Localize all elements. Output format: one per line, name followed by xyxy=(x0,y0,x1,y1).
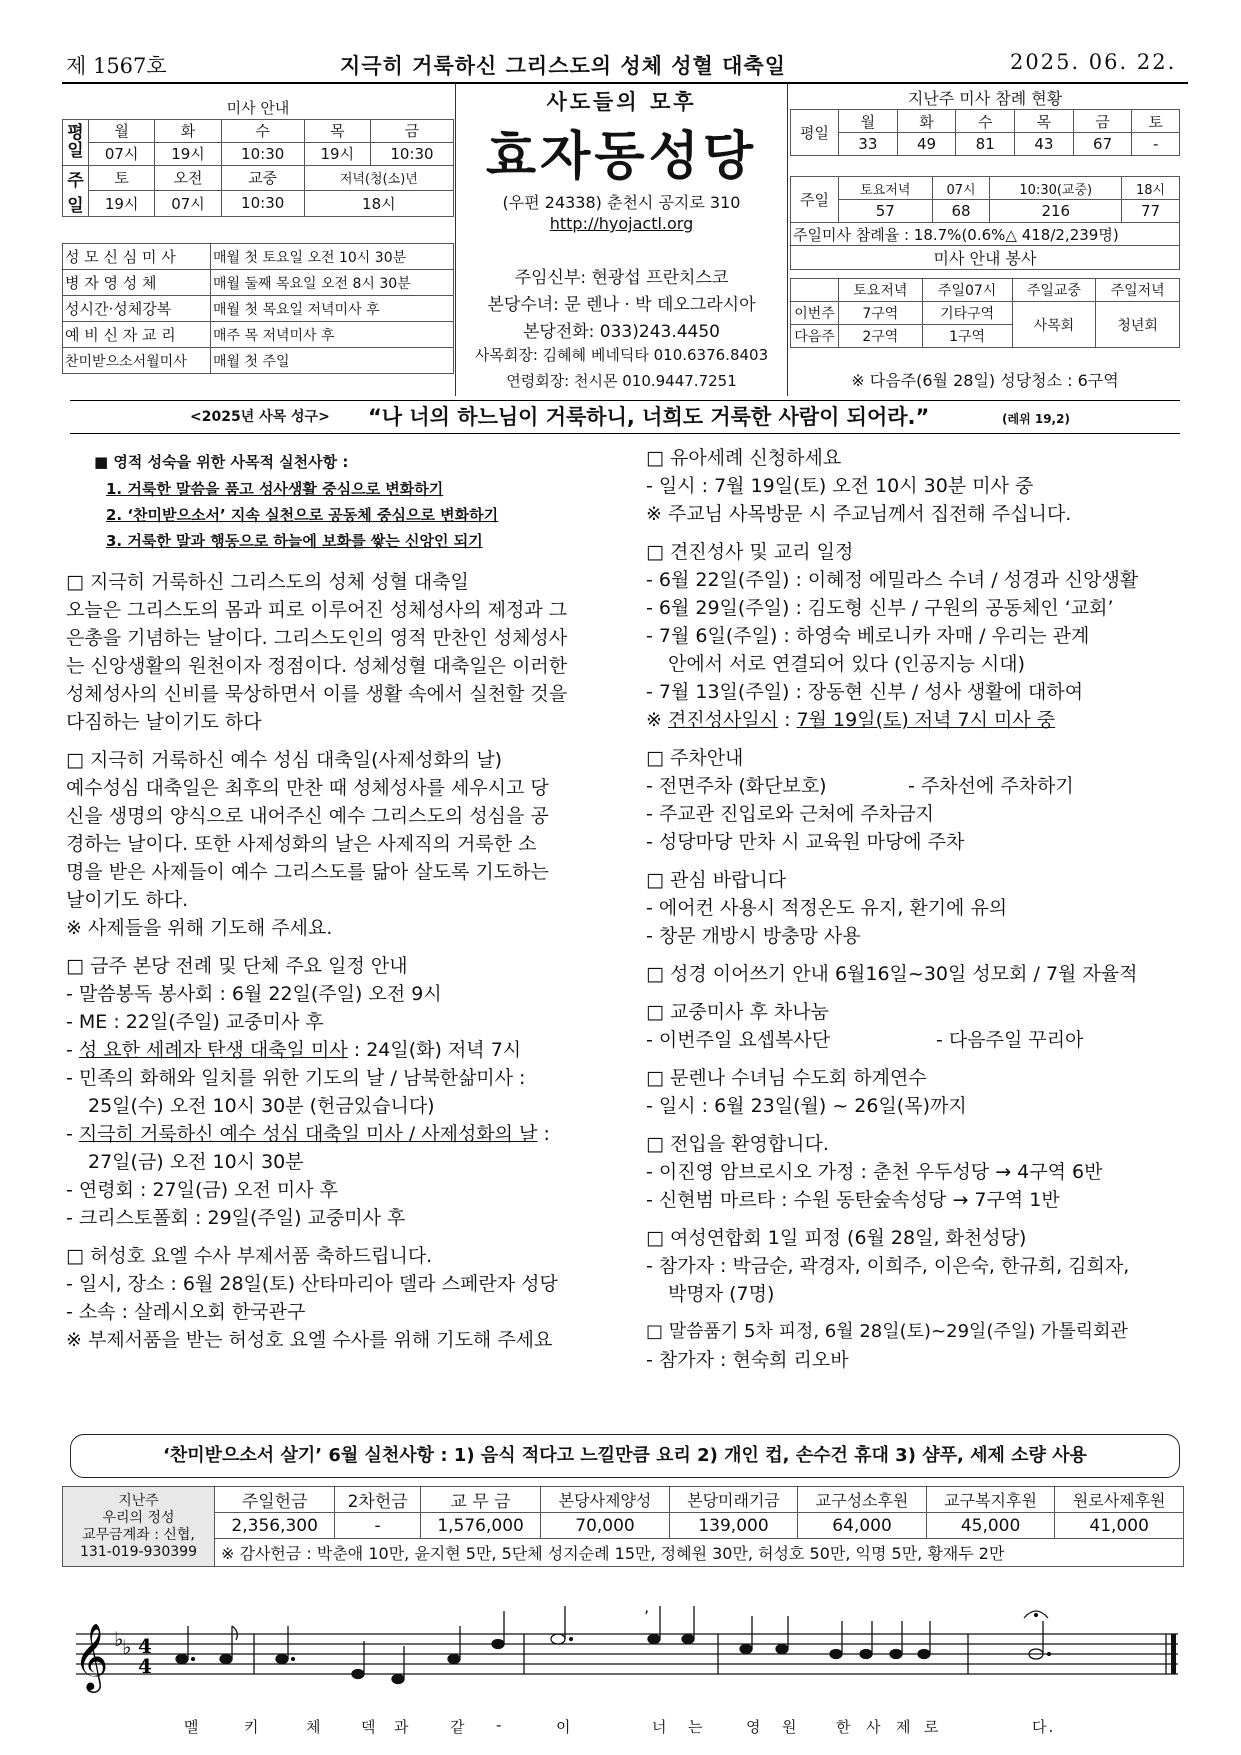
att-day: 수 xyxy=(956,110,1015,133)
parish-nuns: 본당수녀: 문 렌나 · 박 데오그라시아 xyxy=(487,295,756,315)
body-line: 25일(수) 오전 10시 30분 (헌금있습니다) xyxy=(88,1095,435,1117)
practice-item: 1. 거룩한 말씀을 품고 성사생활 중심으로 변화하기 xyxy=(106,480,444,498)
staff-lines xyxy=(76,1634,1178,1674)
service-cell: 7구역 xyxy=(839,302,923,325)
lyric-syllable: 키 xyxy=(244,1718,261,1736)
body-text: - 주차선에 주차하기 xyxy=(908,775,1074,797)
notes xyxy=(176,1606,1176,1684)
att-sunday-head: 18시 xyxy=(1122,177,1180,200)
offering-head: 교 무 금 xyxy=(420,1487,540,1513)
weekday-label: 평일 xyxy=(63,119,89,165)
section-title: □ 허성호 요엘 수사 부제서품 축하드립니다. xyxy=(66,1245,433,1267)
section-title: □ 금주 본당 전례 및 단체 주요 일정 안내 xyxy=(66,955,408,977)
body-line: - 창문 개방시 방충망 사용 xyxy=(646,925,861,947)
section-title: □ 유아세례 신청하세요 xyxy=(646,447,842,469)
section-title: □ 주차안내 xyxy=(646,747,744,769)
body-line: - ME : 22일(주일) 교중미사 후 xyxy=(66,1011,324,1033)
body-line: - 일시, 장소 : 6월 28일(토) 산타마리아 델라 스페란자 성당 xyxy=(66,1273,558,1295)
body-line: - 참가자 : 박금순, 곽경자, 이희주, 이은숙, 한규희, 김희자, xyxy=(646,1255,1130,1277)
extra-desc: 매주 목 저녁미사 후 xyxy=(211,322,454,348)
underlined-text: 지극히 거룩하신 예수 성심 대축일 미사 / 사제성화의 날 xyxy=(78,1123,538,1145)
offering-head: 본당미래기금 xyxy=(669,1487,798,1513)
practice-title: ■ 영적 성숙을 위한 사목적 실천사항 : xyxy=(94,453,349,471)
service-title: 미사 안내 봉사 xyxy=(791,246,1180,270)
att-count: 67 xyxy=(1073,133,1132,156)
body-text: - 다음주일 꾸리아 xyxy=(936,1029,1084,1051)
att-sunday-count: 77 xyxy=(1122,200,1180,223)
left-column xyxy=(66,448,616,1354)
offering-value: 139,000 xyxy=(669,1513,798,1539)
service-corner xyxy=(791,279,839,302)
body-text: ※ xyxy=(646,709,668,731)
offering-head: 교구복지후원 xyxy=(926,1487,1055,1513)
body-line: - 7월 6일(주일) : 하영숙 베로니카 자매 / 우리는 관계 xyxy=(646,625,1090,647)
offering-label-line: 131-019-930399 xyxy=(80,1543,197,1560)
lyric-syllable: 는 xyxy=(688,1718,705,1736)
body-line: 안에서 서로 연결되어 있다 (인공지능 시대) xyxy=(668,653,1026,675)
body-line: - 일시 : 7월 19일(토) 오전 10시 30분 미사 중 xyxy=(646,475,1034,497)
weekday-day: 화 xyxy=(155,119,221,142)
lyric-syllable: 원 xyxy=(782,1718,799,1736)
section-title: □ 관심 바랍니다 xyxy=(646,869,787,891)
att-sunday-head: 10:30(교중) xyxy=(990,177,1122,200)
extra-name: 성시간·성체강복 xyxy=(63,296,211,322)
section-title: □ 교중미사 후 차나눔 xyxy=(646,1001,829,1023)
body-line: - 지극히 거룩하신 예수 성심 대축일 미사 / 사제성화의 날 : xyxy=(66,1123,550,1145)
service-head: 주일교중 xyxy=(1012,279,1096,302)
body-line: 오늘은 그리스도의 몸과 피로 이루어진 성체성사의 제정과 그 xyxy=(66,599,568,621)
page-title: 지극히 거룩하신 그리스도의 성체 성혈 대축일 xyxy=(340,54,786,78)
att-count: - xyxy=(1132,133,1180,156)
att-count: 43 xyxy=(1015,133,1074,156)
section-title: □ 지극히 거룩하신 그리스도의 성체 성혈 대축일 xyxy=(66,571,469,593)
attendance-table xyxy=(790,86,1180,156)
sunday-head: 저녁(청(소)년 xyxy=(304,165,453,191)
lyric-syllable: 한 xyxy=(836,1718,853,1736)
section-title: □ 여성연합회 1일 피정 (6월 28일, 화천성당) xyxy=(646,1227,1027,1249)
body-line: - 에어컨 사용시 적정온도 유지, 환기에 유의 xyxy=(646,897,1008,919)
offering-head: 주일헌금 xyxy=(215,1487,335,1513)
body-line: ※ 주교님 사목방문 시 주교님께서 집전해 주십니다. xyxy=(646,503,1072,525)
treble-clef-icon: 𝄞 xyxy=(74,1622,109,1690)
parish-elders: 연령회장: 천시몬 010.9447.7251 xyxy=(506,372,737,390)
sunday-time: 19시 xyxy=(89,191,155,217)
extra-name: 성 모 신 심 미 사 xyxy=(63,244,211,270)
body-line: ※ 부제서품을 받는 허성호 요엘 수사를 위해 기도해 주세요 xyxy=(66,1329,553,1351)
service-cell: 1구역 xyxy=(922,325,1012,348)
underlined-text: 7월 19일(토) 저녁 7시 미사 중 xyxy=(796,709,1056,731)
practice-item: 3. 거룩한 말과 행동으로 하늘에 보화를 쌓는 신앙인 되기 xyxy=(106,532,483,550)
body-line: 예수성심 대축일은 최후의 만찬 때 성체성사를 세우시고 당 xyxy=(66,777,549,799)
offering-head: 본당사제양성 xyxy=(541,1487,670,1513)
att-sunday-count: 68 xyxy=(932,200,990,223)
lyric-syllable: 멜 xyxy=(184,1718,201,1736)
sunday-time: 18시 xyxy=(304,191,453,217)
section-title: □ 전입을 환영합니다. xyxy=(646,1133,829,1155)
extra-name: 병 자 영 성 체 xyxy=(63,270,211,296)
body-line xyxy=(646,706,1186,734)
service-head: 토요저녁 xyxy=(839,279,923,302)
flat-sign-icon: ♭ xyxy=(122,1635,132,1659)
body-line: 날이기도 하다. xyxy=(66,889,189,911)
offering-label-line: 지난주 xyxy=(118,1492,159,1509)
service-table xyxy=(790,278,1180,348)
offering-value: 2,356,300 xyxy=(215,1513,335,1539)
att-sunday-count: 57 xyxy=(839,200,933,223)
body-text: - 이번주일 요셉복사단 xyxy=(646,1029,831,1051)
parish-phone: 본당전화: 033)243.4450 xyxy=(522,322,720,342)
body-line: - 성 요한 세례자 탄생 대축일 미사 : 24일(화) 저녁 7시 xyxy=(66,1039,522,1061)
mass-guide-title: 미사 안내 xyxy=(63,96,454,119)
body-text: : 24일(화) 저녁 7시 xyxy=(347,1039,522,1061)
section-title: □ 견진성사 및 교리 일정 xyxy=(646,541,854,563)
lyric-syllable: 덱 xyxy=(361,1718,378,1736)
weekday-day: 목 xyxy=(304,119,370,142)
att-day: 월 xyxy=(839,110,898,133)
offering-table xyxy=(62,1486,1184,1567)
att-count: 81 xyxy=(956,133,1015,156)
motto-label: <2025년 사목 성구> xyxy=(190,409,330,425)
attendance-title: 지난주 미사 참례 현황 xyxy=(791,86,1180,110)
motto-ref: (레위 19,2) xyxy=(1002,412,1070,426)
attendance-rate: 주일미사 참례율 : 18.7%(0.6%△ 418/2,239명) xyxy=(791,223,1180,246)
offering-label-line: 우리의 정성 xyxy=(102,1509,175,1526)
service-merged: 청년회 xyxy=(1096,302,1180,348)
body-line: - 참가자 : 현숙희 리오바 xyxy=(646,1349,849,1371)
lyric-syllable: 이 xyxy=(556,1718,573,1736)
section-title: □ 말씀품기 5차 피정, 6월 28일(토)~29일(주일) 가톨릭회관 xyxy=(646,1321,1128,1342)
body-text: : xyxy=(537,1123,550,1145)
body-line: - 이진영 암브로시오 가정 : 춘천 우두성당 → 4구역 6반 xyxy=(646,1161,1103,1183)
flat-sign-icon: ♭ xyxy=(114,1627,124,1651)
att-sunday-label: 주일 xyxy=(791,177,839,223)
weekday-time: 10:30 xyxy=(370,142,453,165)
sunday-head: 토 xyxy=(89,165,155,191)
body-line: 박명자 (7명) xyxy=(668,1283,775,1305)
att-day: 목 xyxy=(1015,110,1074,133)
service-head: 주일저녁 xyxy=(1096,279,1180,302)
section-title: □ 지극히 거룩하신 예수 성심 대축일(사제성화의 날) xyxy=(66,749,503,771)
att-count: 33 xyxy=(839,133,898,156)
weekday-time: 10:30 xyxy=(221,142,304,165)
body-text: : xyxy=(778,709,797,731)
offering-label-line: 교무금계좌 : 신협, xyxy=(82,1526,195,1543)
breath-mark: ’ xyxy=(644,1607,650,1626)
weekday-time: 07시 xyxy=(89,142,155,165)
weekday-time: 19시 xyxy=(304,142,370,165)
time-signature: 4 xyxy=(138,1654,152,1678)
extra-desc: 매월 첫 토요일 오전 10시 30분 xyxy=(211,244,454,270)
parish-pastor: 주임신부: 현광섭 프란치스코 xyxy=(514,268,729,288)
sunday-head: 오전 xyxy=(155,165,221,191)
weekday-day: 수 xyxy=(221,119,304,142)
lyric-syllable: 다. xyxy=(1032,1718,1056,1736)
offering-value: 41,000 xyxy=(1055,1513,1184,1539)
underlined-text: 견진성사일시 xyxy=(667,709,779,731)
extra-desc: 매월 첫 주일 xyxy=(211,348,454,374)
practice-item: 2. ‘찬미받으소서’ 지속 실천으로 공동체 중심으로 변화하기 xyxy=(106,506,499,524)
sunday-head: 교중 xyxy=(221,165,304,191)
offering-head: 2차헌금 xyxy=(335,1487,421,1513)
body-line: 경하는 날이다. 또한 사제성화의 날은 사제직의 거룩한 소 xyxy=(66,833,537,855)
extra-name: 찬미받으소서월미사 xyxy=(63,348,211,374)
service-next-label: 다음주 xyxy=(791,325,839,348)
time-signature: 4 xyxy=(138,1634,152,1658)
body-line: - 소속 : 살레시오회 한국관구 xyxy=(66,1301,306,1323)
body-line: - 6월 29일(주일) : 김도형 신부 / 구원의 공동체인 ‘교회’ xyxy=(646,597,1114,619)
lyric-syllable: 영 xyxy=(746,1718,763,1736)
body-line: - 말씀봉독 봉사회 : 6월 22일(주일) 오전 9시 xyxy=(66,983,442,1005)
lyric-syllable: 같 xyxy=(450,1718,467,1736)
extra-name: 예 비 신 자 교 리 xyxy=(63,322,211,348)
lyric-syllable: 체 xyxy=(306,1718,323,1736)
issue-number: 제 1567호 xyxy=(66,54,167,78)
lyrics xyxy=(66,1716,1186,1740)
parish-council: 사목회장: 김혜혜 베네딕타 010.6376.8403 xyxy=(474,346,769,364)
offering-value: 64,000 xyxy=(798,1513,927,1539)
lyric-syllable: - xyxy=(496,1716,504,1734)
offering-value: 70,000 xyxy=(541,1513,670,1539)
offering-head: 원로사제후원 xyxy=(1055,1487,1184,1513)
att-count: 49 xyxy=(897,133,956,156)
sunday-time: 07시 xyxy=(155,191,221,217)
music-staff xyxy=(66,1596,1186,1706)
body-line: 은총을 기념하는 날이다. 그리스도인의 영적 만찬인 성체성사 xyxy=(66,627,568,649)
body-line: - 민족의 화해와 일치를 위한 기도의 날 / 남북한삶미사 : xyxy=(66,1067,526,1089)
body-line: - 주교관 진입로와 근처에 주차금지 xyxy=(646,803,934,825)
weekday-day: 월 xyxy=(89,119,155,142)
body-line: - 일시 : 6월 23일(월) ~ 26일(목)까지 xyxy=(646,1095,967,1117)
sunday-label: 주일 xyxy=(63,165,89,216)
underlined-text: 성 요한 세례자 탄생 대축일 미사 xyxy=(78,1039,348,1061)
body-line: 다짐하는 날이기도 하다 xyxy=(66,711,262,733)
offering-label xyxy=(63,1487,215,1567)
body-line: - 크리스토폴회 : 29일(주일) 교중미사 후 xyxy=(66,1207,406,1229)
body-line: 명을 받은 사제들이 예수 그리스도를 닮아 살도록 기도하는 xyxy=(66,861,549,883)
thanks-offering: ※ 감사헌금 : 박춘애 10만, 윤지현 5만, 5단체 성지순례 15만, 정혜원 30만, 허성호 50만, 익명 5만, 황재두 2만 xyxy=(215,1539,1184,1567)
lyric-syllable: 과 xyxy=(394,1718,411,1736)
lyric-syllable: 너 xyxy=(652,1718,669,1736)
mass-guide-table xyxy=(62,96,454,217)
service-cell: 2구역 xyxy=(839,325,923,348)
att-weekday-label: 평일 xyxy=(791,110,839,156)
att-day: 토 xyxy=(1132,110,1180,133)
parish-url[interactable]: http://hyojactl.org xyxy=(549,214,694,233)
body-line: - 6월 22일(주일) : 이혜정 에밀라스 수녀 / 성경과 신앙생활 xyxy=(646,569,1139,591)
body-line: - 성당마당 만차 시 교육원 마당에 주차 xyxy=(646,831,965,853)
weekday-time: 19시 xyxy=(155,142,221,165)
body-line xyxy=(646,1026,1186,1054)
offering-value: 1,576,000 xyxy=(420,1513,540,1539)
parish-name: 효자동성당 xyxy=(485,126,758,187)
att-sunday-head: 07시 xyxy=(932,177,990,200)
lyric-syllable: 사 xyxy=(866,1718,883,1736)
offering-value: 45,000 xyxy=(926,1513,1055,1539)
body-line: - 7월 13일(주일) : 장동현 신부 / 성사 생활에 대하여 xyxy=(646,681,1084,703)
service-this-label: 이번주 xyxy=(791,302,839,325)
practice-bar: ‘찬미받으소서 살기’ 6월 실천사항 : 1) 음식 적다고 느낄만큼 요리 2) 개인 컵, 손수건 휴대 3) 샴푸, 세제 소량 사용 xyxy=(70,1434,1180,1478)
att-day: 금 xyxy=(1073,110,1132,133)
parish-subtitle: 사도들의 모후 xyxy=(546,90,697,114)
body-line: ※ 사제들을 위해 기도해 주세요. xyxy=(66,917,333,939)
lyric-syllable: 제 xyxy=(896,1718,913,1736)
motto-text: “나 너의 하느님이 거룩하니, 너희도 거룩한 사람이 되어라.” xyxy=(368,405,930,429)
extra-desc: 매월 첫 목요일 저녁미사 후 xyxy=(211,296,454,322)
service-head: 주일07시 xyxy=(922,279,1012,302)
section-title: □ 문렌나 수녀님 수도회 하계연수 xyxy=(646,1067,927,1089)
body-line: 성체성사의 신비를 묵상하면서 이를 생활 속에서 실천할 것을 xyxy=(66,683,568,705)
weekday-day: 금 xyxy=(370,119,453,142)
service-cell: 기타구역 xyxy=(922,302,1012,325)
service-merged: 사목회 xyxy=(1012,302,1096,348)
cleaning-note: ※ 다음주(6월 28일) 성당청소 : 6구역 xyxy=(851,371,1119,390)
att-day: 화 xyxy=(897,110,956,133)
mass-extra-table xyxy=(62,243,454,374)
sunday-time: 10:30 xyxy=(221,191,304,217)
extra-desc: 매월 둘째 목요일 오전 8시 30분 xyxy=(211,270,454,296)
body-line: - 신현범 마르타 : 수원 동탄숲속성당 → 7구역 1반 xyxy=(646,1189,1060,1211)
section-title: □ 성경 이어쓰기 안내 6월16일~30일 성모회 / 7월 자율적 xyxy=(646,963,1138,985)
body-text: - 전면주차 (화단보호) xyxy=(646,775,827,797)
parish-address: (우편 24338) 춘천시 공지로 310 xyxy=(502,193,741,212)
att-sunday-head: 토요저녁 xyxy=(839,177,933,200)
issue-date: 2025. 06. 22. xyxy=(1010,50,1177,74)
body-line: - 연령회 : 27일(금) 오전 미사 후 xyxy=(66,1179,339,1201)
body-line xyxy=(646,772,1186,800)
body-line: 27일(금) 오전 10시 30분 xyxy=(88,1151,304,1173)
att-sunday-count: 216 xyxy=(990,200,1122,223)
offering-value: - xyxy=(335,1513,421,1539)
attendance-sunday-table xyxy=(790,176,1180,270)
body-line: 신을 생명의 양식으로 내어주신 예수 그리스도의 성심을 공 xyxy=(66,805,549,827)
offering-head: 교구성소후원 xyxy=(798,1487,927,1513)
right-column xyxy=(646,444,1186,1374)
lyric-syllable: 로 xyxy=(924,1718,941,1736)
body-line: 는 신앙생활의 원천이자 정점이다. 성체성혈 대축일은 이러한 xyxy=(66,655,568,677)
